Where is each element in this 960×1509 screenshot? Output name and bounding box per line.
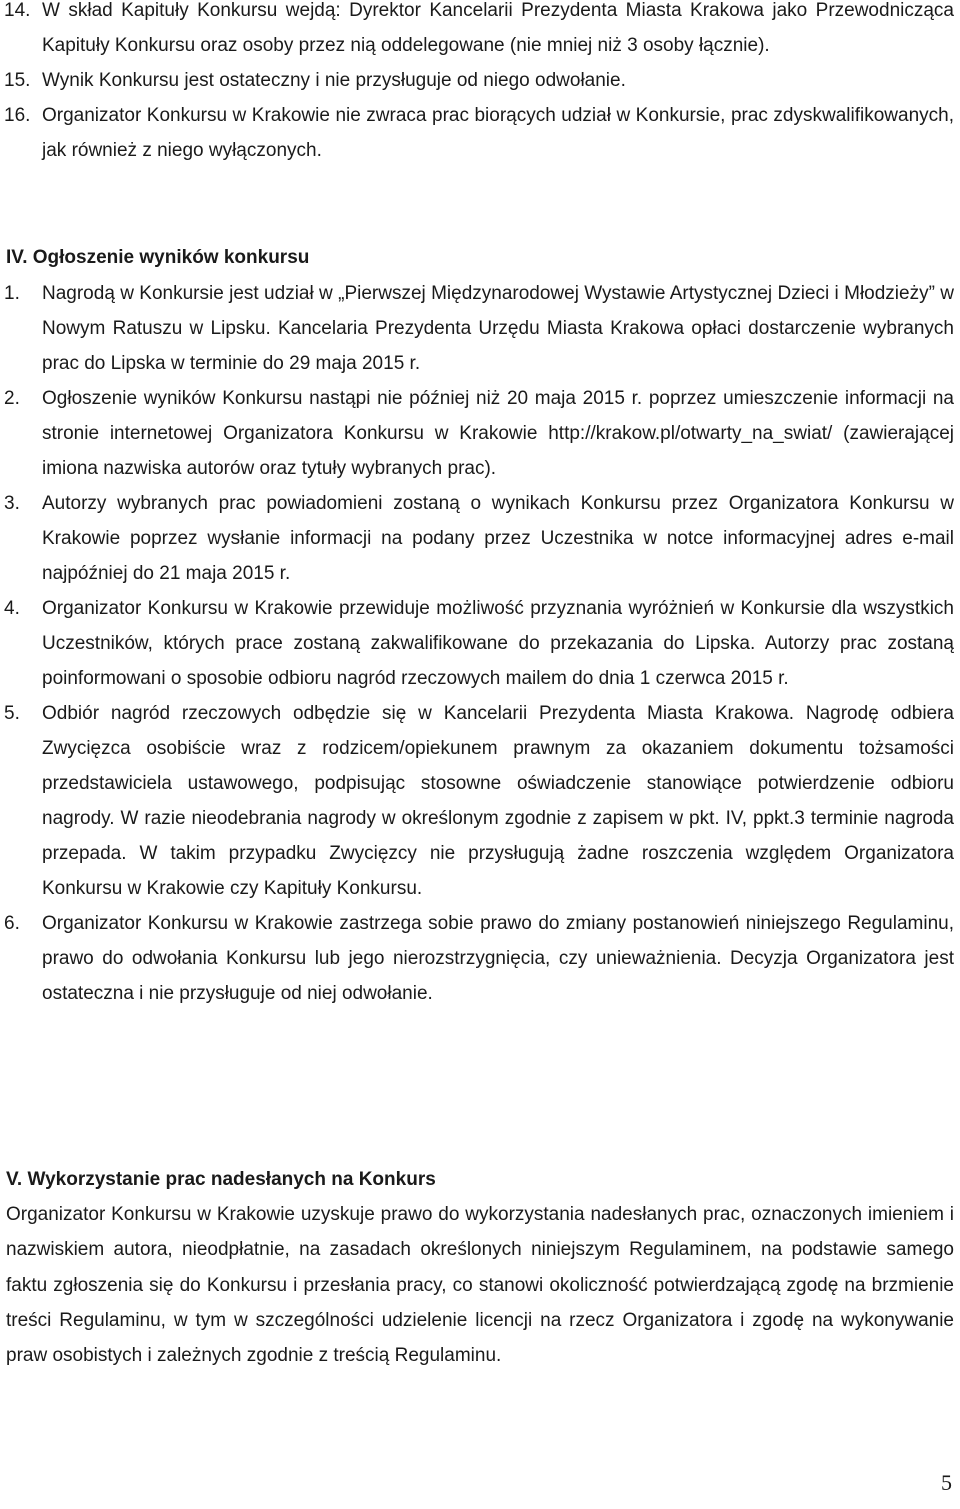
item-text: Autorzy wybranych prac powiadomieni zostaną o wynikach Konkursu przez Organizatora Konkursu w Krakowie poprzez wysłanie informacji na podany przez Uczestnika w notce informacyjnej adres e-mail najpóźniej do 21 maja 2015 r. bbox=[42, 493, 954, 584]
list-item bbox=[0, 486, 960, 591]
item-number: 14. bbox=[4, 0, 31, 21]
section-4-list bbox=[0, 276, 960, 1011]
item-text: Organizator Konkursu w Krakowie przewiduje możliwość przyznania wyróżnień w Konkursie dla wszystkich Uczestników, których prace zostaną zakwalifikowane do przekazania do Lipska. Autorzy prac zostaną poinformowani o sposobie odbioru nagród rzeczowych mailem do dnia 1 czerwca 2015 r. bbox=[42, 598, 954, 689]
list-item bbox=[0, 63, 960, 98]
list-item bbox=[0, 696, 960, 906]
section-5-heading: V. Wykorzystanie prac nadesłanych na Konkurs bbox=[6, 1169, 436, 1190]
list-item bbox=[0, 381, 960, 486]
item-number: 3. bbox=[4, 493, 20, 514]
item-text: Odbiór nagród rzeczowych odbędzie się w Kancelarii Prezydenta Miasta Krakowa. Nagrodę odbiera Zwycięzca osobiście wraz z rodzicem/opiekunem prawnym za okazaniem dokumentu tożsamości przedstawiciela ustawowego, podpisując stosowne oświadczenie stanowiące potwierdzenie odbioru nagrody. W razie nieodebrania nagrody w określonym zgodnie z zapisem w pkt. IV, ppkt.3 terminie nagroda przepada. W takim przypadku Zwycięzcy nie przysługują żadne roszczenia względem Organizatora Konkursu w Krakowie czy Kapituły Konkursu. bbox=[42, 703, 954, 899]
page-number: 5 bbox=[941, 1470, 952, 1495]
list-item bbox=[0, 98, 960, 168]
section-5-paragraph: Organizator Konkursu w Krakowie uzyskuje prawo do wykorzystania nadesłanych prac, oznaczonych imieniem i nazwiskiem autora, nieodpłatnie, na zasadach określonych niniejszym Regulaminem, na podstawie samego faktu zgłoszenia się do Konkursu i przesłania pracy, co stanowi okoliczność potwierdzającą zgodę na brzmienie treści Regulaminu, w tym w szczególności udzielenie licencji na rzecz Organizatora i zgodę na wykonywanie praw osobistych i zależnych zgodnie z treścią Regulaminu. bbox=[6, 1204, 954, 1367]
top-list bbox=[0, 0, 960, 168]
item-number: 2. bbox=[4, 388, 20, 409]
item-number: 6. bbox=[4, 913, 20, 934]
item-number: 1. bbox=[4, 283, 20, 304]
item-text: Organizator Konkursu w Krakowie zastrzega sobie prawo do zmiany postanowień niniejszego Regulaminu, prawo do odwołania Konkursu lub jego nierozstrzygnięcia, czy unieważnienia. Decyzja Organizatora jest ostateczna i nie przysługuje od niej odwołanie. bbox=[42, 913, 954, 1004]
list-item bbox=[0, 906, 960, 1011]
item-number: 5. bbox=[4, 703, 20, 724]
item-text: Organizator Konkursu w Krakowie nie zwraca prac biorących udział w Konkursie, prac zdyskwalifikowanych, jak również z niego wyłączonych. bbox=[42, 105, 954, 161]
list-item bbox=[0, 0, 960, 63]
item-text: Ogłoszenie wyników Konkursu nastąpi nie później niż 20 maja 2015 r. poprzez umieszczenie informacji na stronie internetowej Organizatora Konkursu w Krakowie http://krakow.pl/otwarty_na_swiat/ (zawierającej imiona nazwiska autorów oraz tytuły wybranych prac). bbox=[42, 388, 954, 479]
item-text: Wynik Konkursu jest ostateczny i nie przysługuje od niego odwołanie. bbox=[42, 70, 626, 91]
item-number: 16. bbox=[4, 105, 31, 126]
item-text: Nagrodą w Konkursie jest udział w „Pierwszej Międzynarodowej Wystawie Artystycznej Dzieci i Młodzieży” w Nowym Ratuszu w Lipsku. Kancelaria Prezydenta Urzędu Miasta Krakowa opłaci dostarczenie wybranych prac do Lipska w terminie do 29 maja 2015 r. bbox=[42, 283, 954, 374]
list-item bbox=[0, 276, 960, 381]
section-4-heading: IV. Ogłoszenie wyników konkursu bbox=[6, 247, 310, 268]
item-number: 15. bbox=[4, 70, 31, 91]
list-item bbox=[0, 591, 960, 696]
item-text: W skład Kapituły Konkursu wejdą: Dyrektor Kancelarii Prezydenta Miasta Krakowa jako Przewodnicząca Kapituły Konkursu oraz osoby przez nią oddelegowane (nie mniej niż 3 osoby łącznie). bbox=[42, 0, 954, 56]
item-number: 4. bbox=[4, 598, 20, 619]
